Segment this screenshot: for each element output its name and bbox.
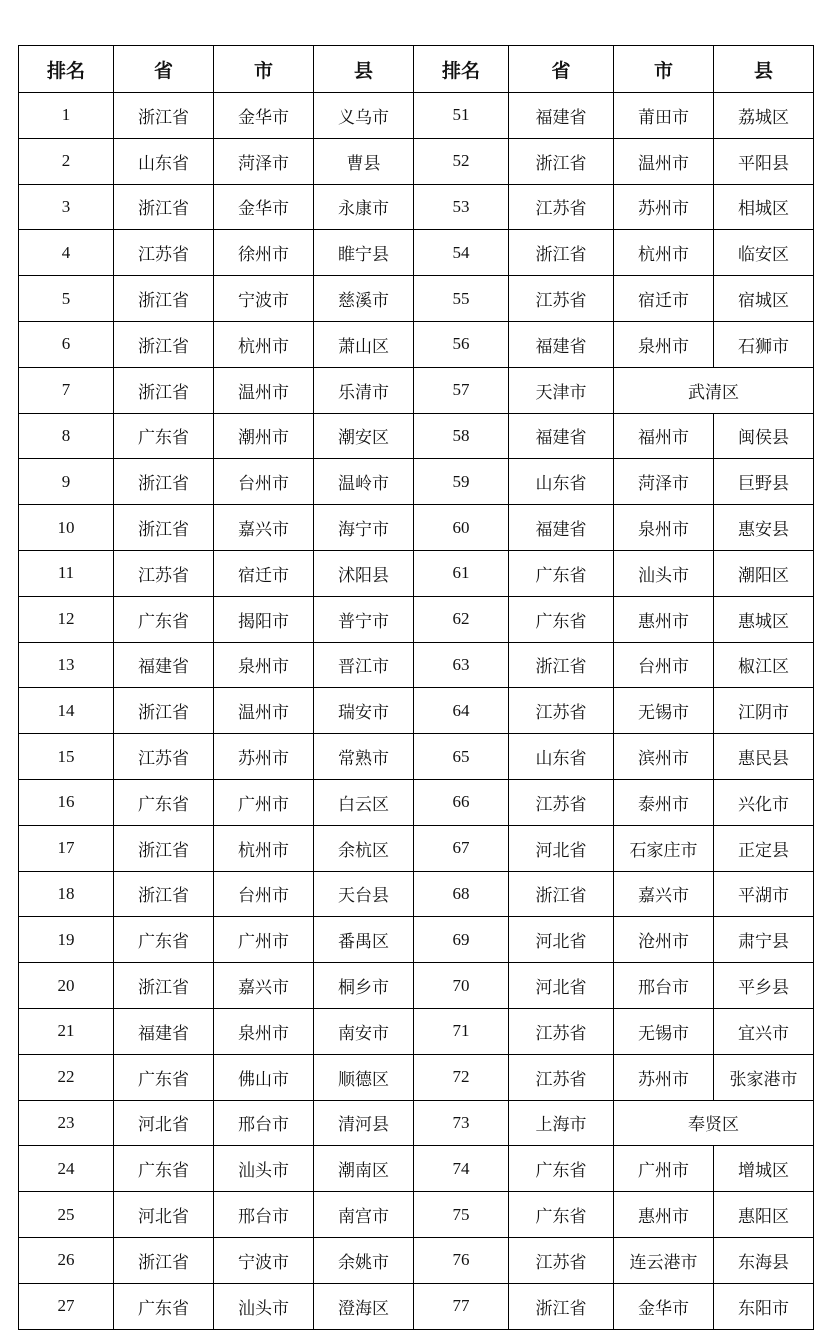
province-cell: 广东省 xyxy=(114,1146,214,1192)
city-cell: 莆田市 xyxy=(614,93,714,139)
county-cell: 宜兴市 xyxy=(714,1008,814,1054)
province-cell: 浙江省 xyxy=(114,505,214,551)
province-cell: 广东省 xyxy=(114,596,214,642)
county-cell: 番禺区 xyxy=(314,917,414,963)
rank-cell: 20 xyxy=(19,963,114,1009)
header-rank-left: 排名 xyxy=(19,46,114,93)
province-cell: 江苏省 xyxy=(114,734,214,780)
county-cell: 南宫市 xyxy=(314,1192,414,1238)
table-row xyxy=(19,917,814,963)
city-cell: 宁波市 xyxy=(214,276,314,322)
city-cell: 泉州市 xyxy=(614,321,714,367)
table-row xyxy=(19,596,814,642)
city-cell: 嘉兴市 xyxy=(614,871,714,917)
city-cell: 台州市 xyxy=(614,642,714,688)
county-cell: 南安市 xyxy=(314,1008,414,1054)
city-cell: 温州市 xyxy=(214,688,314,734)
county-cell: 正定县 xyxy=(714,825,814,871)
table-row xyxy=(19,825,814,871)
rank-cell: 69 xyxy=(414,917,509,963)
county-cell: 余杭区 xyxy=(314,825,414,871)
table-row xyxy=(19,413,814,459)
province-cell: 福建省 xyxy=(509,93,614,139)
county-cell: 惠城区 xyxy=(714,596,814,642)
header-city-left: 市 xyxy=(214,46,314,93)
ranking-table-container xyxy=(18,45,814,1330)
city-cell: 广州市 xyxy=(614,1146,714,1192)
province-cell: 广东省 xyxy=(509,1192,614,1238)
table-row xyxy=(19,779,814,825)
province-cell: 广东省 xyxy=(114,1054,214,1100)
rank-cell: 14 xyxy=(19,688,114,734)
county-cell: 乐清市 xyxy=(314,367,414,413)
city-cell: 嘉兴市 xyxy=(214,505,314,551)
province-cell: 浙江省 xyxy=(509,871,614,917)
province-cell: 河北省 xyxy=(509,963,614,1009)
county-cell: 惠安县 xyxy=(714,505,814,551)
rank-cell: 55 xyxy=(414,276,509,322)
city-county-merged-cell: 奉贤区 xyxy=(614,1100,814,1146)
header-city-right: 市 xyxy=(614,46,714,93)
city-county-merged-cell: 武清区 xyxy=(614,367,814,413)
header-province-left: 省 xyxy=(114,46,214,93)
county-cell: 睢宁县 xyxy=(314,230,414,276)
county-cell: 宿城区 xyxy=(714,276,814,322)
table-row xyxy=(19,1008,814,1054)
county-cell: 清河县 xyxy=(314,1100,414,1146)
table-row xyxy=(19,1192,814,1238)
county-cell: 东海县 xyxy=(714,1237,814,1283)
city-cell: 惠州市 xyxy=(614,1192,714,1238)
rank-cell: 73 xyxy=(414,1100,509,1146)
rank-cell: 72 xyxy=(414,1054,509,1100)
province-cell: 山东省 xyxy=(509,734,614,780)
rank-cell: 74 xyxy=(414,1146,509,1192)
province-cell: 江苏省 xyxy=(114,550,214,596)
rank-cell: 4 xyxy=(19,230,114,276)
county-cell: 桐乡市 xyxy=(314,963,414,1009)
rank-cell: 75 xyxy=(414,1192,509,1238)
rank-cell: 66 xyxy=(414,779,509,825)
header-province-right: 省 xyxy=(509,46,614,93)
province-cell: 浙江省 xyxy=(114,688,214,734)
rank-cell: 68 xyxy=(414,871,509,917)
county-cell: 常熟市 xyxy=(314,734,414,780)
county-cell: 余姚市 xyxy=(314,1237,414,1283)
city-cell: 台州市 xyxy=(214,871,314,917)
rank-cell: 67 xyxy=(414,825,509,871)
rank-cell: 3 xyxy=(19,184,114,230)
city-cell: 邢台市 xyxy=(214,1100,314,1146)
city-cell: 宿迁市 xyxy=(214,550,314,596)
county-cell: 曹县 xyxy=(314,138,414,184)
county-cell: 肃宁县 xyxy=(714,917,814,963)
province-cell: 广东省 xyxy=(509,596,614,642)
header-row xyxy=(19,46,814,93)
rank-cell: 70 xyxy=(414,963,509,1009)
city-cell: 苏州市 xyxy=(614,184,714,230)
rank-cell: 54 xyxy=(414,230,509,276)
city-cell: 泉州市 xyxy=(214,1008,314,1054)
rank-cell: 25 xyxy=(19,1192,114,1238)
city-cell: 福州市 xyxy=(614,413,714,459)
city-cell: 苏州市 xyxy=(214,734,314,780)
province-cell: 浙江省 xyxy=(114,93,214,139)
county-cell: 兴化市 xyxy=(714,779,814,825)
city-cell: 无锡市 xyxy=(614,1008,714,1054)
rank-cell: 7 xyxy=(19,367,114,413)
province-cell: 浙江省 xyxy=(114,825,214,871)
rank-cell: 53 xyxy=(414,184,509,230)
county-cell: 沭阳县 xyxy=(314,550,414,596)
rank-cell: 1 xyxy=(19,93,114,139)
county-cell: 江阴市 xyxy=(714,688,814,734)
province-cell: 浙江省 xyxy=(114,184,214,230)
rank-cell: 76 xyxy=(414,1237,509,1283)
table-row xyxy=(19,688,814,734)
city-cell: 揭阳市 xyxy=(214,596,314,642)
county-cell: 永康市 xyxy=(314,184,414,230)
province-cell: 福建省 xyxy=(114,1008,214,1054)
city-cell: 金华市 xyxy=(614,1283,714,1329)
rank-cell: 10 xyxy=(19,505,114,551)
province-cell: 广东省 xyxy=(509,550,614,596)
county-cell: 惠阳区 xyxy=(714,1192,814,1238)
table-row xyxy=(19,1237,814,1283)
county-cell: 巨野县 xyxy=(714,459,814,505)
rank-cell: 61 xyxy=(414,550,509,596)
rank-cell: 59 xyxy=(414,459,509,505)
rank-cell: 8 xyxy=(19,413,114,459)
city-cell: 台州市 xyxy=(214,459,314,505)
county-ranking-table xyxy=(18,45,814,1330)
city-cell: 广州市 xyxy=(214,779,314,825)
city-cell: 滨州市 xyxy=(614,734,714,780)
province-cell: 浙江省 xyxy=(509,1283,614,1329)
rank-cell: 22 xyxy=(19,1054,114,1100)
province-cell: 河北省 xyxy=(114,1100,214,1146)
city-cell: 汕头市 xyxy=(614,550,714,596)
table-row xyxy=(19,642,814,688)
table-row xyxy=(19,734,814,780)
province-cell: 浙江省 xyxy=(509,230,614,276)
city-cell: 广州市 xyxy=(214,917,314,963)
table-row xyxy=(19,1283,814,1329)
rank-cell: 24 xyxy=(19,1146,114,1192)
province-cell: 天津市 xyxy=(509,367,614,413)
rank-cell: 6 xyxy=(19,321,114,367)
county-cell: 潮安区 xyxy=(314,413,414,459)
province-cell: 江苏省 xyxy=(114,230,214,276)
rank-cell: 17 xyxy=(19,825,114,871)
province-cell: 江苏省 xyxy=(509,1054,614,1100)
rank-cell: 19 xyxy=(19,917,114,963)
city-cell: 苏州市 xyxy=(614,1054,714,1100)
city-cell: 杭州市 xyxy=(214,825,314,871)
county-cell: 平阳县 xyxy=(714,138,814,184)
province-cell: 福建省 xyxy=(509,505,614,551)
county-cell: 澄海区 xyxy=(314,1283,414,1329)
county-cell: 天台县 xyxy=(314,871,414,917)
county-cell: 椒江区 xyxy=(714,642,814,688)
county-cell: 张家港市 xyxy=(714,1054,814,1100)
rank-cell: 16 xyxy=(19,779,114,825)
city-cell: 惠州市 xyxy=(614,596,714,642)
table-row xyxy=(19,1100,814,1146)
city-cell: 泉州市 xyxy=(614,505,714,551)
city-cell: 杭州市 xyxy=(214,321,314,367)
city-cell: 连云港市 xyxy=(614,1237,714,1283)
rank-cell: 9 xyxy=(19,459,114,505)
city-cell: 无锡市 xyxy=(614,688,714,734)
city-cell: 温州市 xyxy=(614,138,714,184)
rank-cell: 57 xyxy=(414,367,509,413)
table-row xyxy=(19,138,814,184)
city-cell: 徐州市 xyxy=(214,230,314,276)
city-cell: 邢台市 xyxy=(214,1192,314,1238)
rank-cell: 56 xyxy=(414,321,509,367)
province-cell: 河北省 xyxy=(509,917,614,963)
county-cell: 石狮市 xyxy=(714,321,814,367)
rank-cell: 18 xyxy=(19,871,114,917)
rank-cell: 21 xyxy=(19,1008,114,1054)
province-cell: 广东省 xyxy=(509,1146,614,1192)
city-cell: 宿迁市 xyxy=(614,276,714,322)
rank-cell: 2 xyxy=(19,138,114,184)
county-cell: 海宁市 xyxy=(314,505,414,551)
table-row xyxy=(19,367,814,413)
province-cell: 山东省 xyxy=(509,459,614,505)
rank-cell: 62 xyxy=(414,596,509,642)
rank-cell: 64 xyxy=(414,688,509,734)
rank-cell: 51 xyxy=(414,93,509,139)
province-cell: 广东省 xyxy=(114,917,214,963)
county-cell: 临安区 xyxy=(714,230,814,276)
table-row xyxy=(19,963,814,1009)
county-cell: 相城区 xyxy=(714,184,814,230)
province-cell: 江苏省 xyxy=(509,1237,614,1283)
header-rank-right: 排名 xyxy=(414,46,509,93)
county-cell: 惠民县 xyxy=(714,734,814,780)
city-cell: 佛山市 xyxy=(214,1054,314,1100)
rank-cell: 5 xyxy=(19,276,114,322)
city-cell: 嘉兴市 xyxy=(214,963,314,1009)
province-cell: 浙江省 xyxy=(509,138,614,184)
county-cell: 平乡县 xyxy=(714,963,814,1009)
county-cell: 闽侯县 xyxy=(714,413,814,459)
city-cell: 石家庄市 xyxy=(614,825,714,871)
table-row xyxy=(19,93,814,139)
rank-cell: 11 xyxy=(19,550,114,596)
province-cell: 浙江省 xyxy=(509,642,614,688)
city-cell: 菏泽市 xyxy=(214,138,314,184)
table-row xyxy=(19,276,814,322)
table-row xyxy=(19,321,814,367)
city-cell: 泉州市 xyxy=(214,642,314,688)
city-cell: 潮州市 xyxy=(214,413,314,459)
county-cell: 东阳市 xyxy=(714,1283,814,1329)
county-cell: 晋江市 xyxy=(314,642,414,688)
city-cell: 汕头市 xyxy=(214,1146,314,1192)
county-cell: 普宁市 xyxy=(314,596,414,642)
county-cell: 萧山区 xyxy=(314,321,414,367)
province-cell: 广东省 xyxy=(114,1283,214,1329)
city-cell: 汕头市 xyxy=(214,1283,314,1329)
rank-cell: 65 xyxy=(414,734,509,780)
county-cell: 温岭市 xyxy=(314,459,414,505)
table-body xyxy=(19,93,814,1330)
city-cell: 杭州市 xyxy=(614,230,714,276)
province-cell: 江苏省 xyxy=(509,1008,614,1054)
province-cell: 广东省 xyxy=(114,413,214,459)
rank-cell: 71 xyxy=(414,1008,509,1054)
province-cell: 浙江省 xyxy=(114,459,214,505)
province-cell: 浙江省 xyxy=(114,276,214,322)
county-cell: 荔城区 xyxy=(714,93,814,139)
province-cell: 河北省 xyxy=(509,825,614,871)
table-row xyxy=(19,459,814,505)
table-row xyxy=(19,550,814,596)
province-cell: 江苏省 xyxy=(509,276,614,322)
rank-cell: 13 xyxy=(19,642,114,688)
city-cell: 宁波市 xyxy=(214,1237,314,1283)
rank-cell: 58 xyxy=(414,413,509,459)
rank-cell: 52 xyxy=(414,138,509,184)
province-cell: 广东省 xyxy=(114,779,214,825)
county-cell: 义乌市 xyxy=(314,93,414,139)
table-row xyxy=(19,505,814,551)
province-cell: 福建省 xyxy=(114,642,214,688)
county-cell: 增城区 xyxy=(714,1146,814,1192)
city-cell: 菏泽市 xyxy=(614,459,714,505)
county-cell: 潮南区 xyxy=(314,1146,414,1192)
rank-cell: 63 xyxy=(414,642,509,688)
city-cell: 泰州市 xyxy=(614,779,714,825)
province-cell: 浙江省 xyxy=(114,963,214,1009)
province-cell: 浙江省 xyxy=(114,1237,214,1283)
county-cell: 顺德区 xyxy=(314,1054,414,1100)
province-cell: 福建省 xyxy=(509,413,614,459)
table-row xyxy=(19,1054,814,1100)
table-row xyxy=(19,871,814,917)
province-cell: 浙江省 xyxy=(114,871,214,917)
header-county-right: 县 xyxy=(714,46,814,93)
rank-cell: 77 xyxy=(414,1283,509,1329)
city-cell: 温州市 xyxy=(214,367,314,413)
city-cell: 邢台市 xyxy=(614,963,714,1009)
city-cell: 金华市 xyxy=(214,184,314,230)
table-row xyxy=(19,184,814,230)
rank-cell: 15 xyxy=(19,734,114,780)
province-cell: 江苏省 xyxy=(509,779,614,825)
city-cell: 沧州市 xyxy=(614,917,714,963)
rank-cell: 12 xyxy=(19,596,114,642)
rank-cell: 60 xyxy=(414,505,509,551)
province-cell: 河北省 xyxy=(114,1192,214,1238)
county-cell: 潮阳区 xyxy=(714,550,814,596)
province-cell: 山东省 xyxy=(114,138,214,184)
province-cell: 上海市 xyxy=(509,1100,614,1146)
province-cell: 浙江省 xyxy=(114,321,214,367)
county-cell: 白云区 xyxy=(314,779,414,825)
city-cell: 金华市 xyxy=(214,93,314,139)
rank-cell: 26 xyxy=(19,1237,114,1283)
county-cell: 瑞安市 xyxy=(314,688,414,734)
county-cell: 平湖市 xyxy=(714,871,814,917)
province-cell: 福建省 xyxy=(509,321,614,367)
header-county-left: 县 xyxy=(314,46,414,93)
province-cell: 江苏省 xyxy=(509,184,614,230)
county-cell: 慈溪市 xyxy=(314,276,414,322)
rank-cell: 23 xyxy=(19,1100,114,1146)
province-cell: 江苏省 xyxy=(509,688,614,734)
table-row xyxy=(19,230,814,276)
table-row xyxy=(19,1146,814,1192)
rank-cell: 27 xyxy=(19,1283,114,1329)
province-cell: 浙江省 xyxy=(114,367,214,413)
